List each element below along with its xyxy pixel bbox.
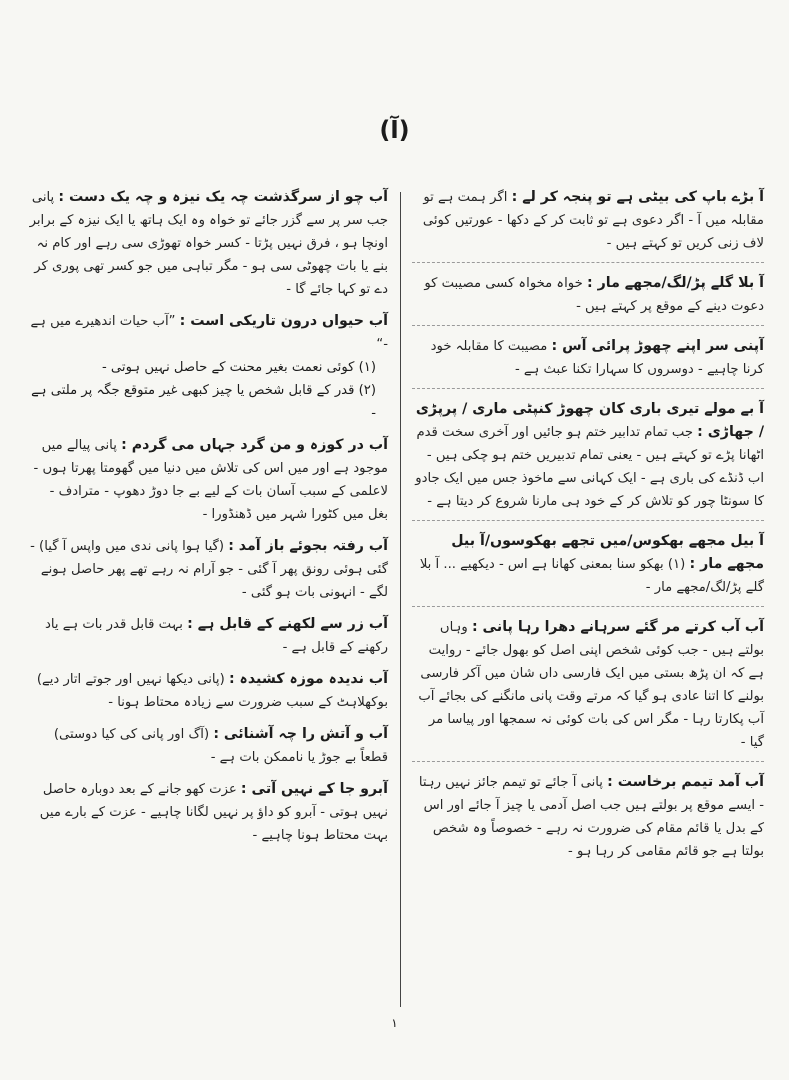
idiom-headword: آب زر سے لکھنے کے قابل ہے :	[187, 616, 388, 632]
idiom-headword: آب آب کرتے مر گئے سرہانے دھرا رہا پانی :	[471, 619, 764, 635]
idiom-entry	[412, 335, 764, 389]
idiom-meaning: خواہ مخواہ کسی مصیبت کو دعوت دینے کے موقع پر کہتے ہیں -	[424, 276, 764, 314]
idiom-entry	[28, 186, 388, 301]
idiom-entry	[412, 530, 764, 607]
idiom-meaning: عزت کھو جانے کے بعد دوبارہ حاصل نہیں ہوتی - آبرو کو داؤ پر نہیں لگانا چاہیے - عزت کے بارے میں بہت محتاط ہونا چاہیے -	[39, 782, 388, 843]
idiom-entry	[28, 723, 388, 769]
idiom-entry	[28, 434, 388, 526]
idiom-entry	[412, 398, 764, 521]
idiom-entry	[28, 535, 388, 604]
idiom-headword: آب در کوزہ و من گرد جہاں می گردم :	[121, 437, 388, 453]
idiom-meaning: (آگ اور پانی کی کیا دوستی) قطعاً بے جوڑ یا ناممکن بات ہے -	[53, 727, 388, 765]
idiom-headword: آ بے مولے تیری باری کان چھوڑ کنپٹی ماری / پرپڑی / جھاڑی :	[415, 401, 764, 440]
idiom-entry	[28, 310, 388, 425]
idiom-meaning: (گیا ہوا پانی ندی میں واپس آ گیا) - گئی ہوئی رونق پھر آ گئی - جو آرام نہ رہے تھے پھر حاصل ہونے لگے - انہونی بات ہو گئی -	[30, 539, 388, 600]
idiom-headword: آپنی سر اپنے چھوڑ پرائی آس :	[551, 338, 764, 354]
page-number: ۱	[391, 1016, 398, 1030]
idiom-headword: آ بلا گلے پڑ/لگ/مجھے مار :	[586, 275, 764, 291]
idiom-entry	[412, 616, 764, 762]
idiom-sub-meaning: (۲) قدر کے قابل شخص یا چیز کبھی غیر متوقع جگہ پر ملتی ہے -	[31, 383, 376, 421]
section-letter-heading: (آ)	[379, 116, 410, 144]
idiom-meaning: اگر ہمت ہے تو مقابلہ میں آ - اگر دعوی ہے تو ثابت کر کے دکھا - عورتیں کوئی لاف زنی کریں تو کہتے ہیں -	[422, 190, 764, 251]
idiom-headword: آ بیل مجھے بھکوس/میں تجھے بھکوسوں/آ بیل مجھے مار :	[451, 533, 764, 572]
idiom-entry	[412, 272, 764, 326]
idiom-meaning: وہاں بولتے ہیں - جب کوئی شخص اپنی اصل کو بھول جائے - روایت ہے کہ ان پڑھ بستی میں ایک فارسی داں شان میں آکر فارسی بولنے کا اتنا عادی ہو گیا کہ مرتے وقت پانی مانگنے کی بجائے آب آب پکارتا رہا - مگر اس کی بات کوئی نہ سمجھا اور پیاسا مر گیا -	[418, 620, 764, 750]
idiom-entry	[28, 778, 388, 847]
idiom-meaning: ”آب حیات اندھیرے میں ہے -“	[30, 314, 388, 352]
idiom-meaning: (پانی دیکھا نہیں اور جوتے اتار دیے) بوکھلاہٹ کے سبب ضرورت سے زیادہ محتاط ہونا -	[36, 672, 388, 710]
idiom-meaning: بہت قابل قدر بات ہے یاد رکھنے کے قابل ہے -	[44, 617, 388, 655]
idiom-headword: آب آمد تیمم برخاست :	[607, 774, 764, 790]
idiom-headword: آ بڑے باپ کی بیٹی ہے تو پنجہ کر لے :	[511, 189, 764, 205]
idiom-entry	[28, 613, 388, 659]
right-column	[412, 186, 764, 872]
idiom-entry	[412, 186, 764, 263]
idiom-headword: آب ندیدہ موزہ کشیدہ :	[228, 671, 388, 687]
idiom-headword: آب و آتش را چہ آشنائی :	[213, 726, 388, 742]
idiom-entry	[28, 668, 388, 714]
idiom-headword: آب چو از سرگذشت چہ یک نیزہ و چہ یک دست :	[58, 189, 388, 205]
idiom-meaning: پانی پیالے میں موجود ہے اور میں اس کی تلاش میں دنیا میں گھومتا پھرتا ہوں - لاعلمی کے سبب آسان بات کے لیے بے جا دوڑ دھوپ - مترادف - بغل میں کٹورا شہر میں ڈھنڈورا -	[33, 438, 388, 522]
column-divider	[400, 192, 401, 1007]
idiom-meaning: جب تمام تدابیر ختم ہو جائیں اور آخری سخت قدم اٹھانا پڑے تو کہتے ہیں - یعنی تمام تدبیریں ختم ہو چکی ہیں - اب ڈنڈے کی باری ہے - ایک کہانی سے ماخوذ جس میں ایک جادو کا سونٹا چور کو تلاش کر کے خود ہی مارنا شروع کر دیتا ہے -	[415, 425, 764, 509]
idiom-entry	[412, 771, 764, 863]
idiom-headword: آب رفتہ بجوئے باز آمد :	[228, 538, 388, 554]
idiom-meaning: پانی آ جائے تو تیمم جائز نہیں رہتا - ایسے موقع پر بولتے ہیں جب اصل آدمی یا چیز آ جائے اور اس کے بدل یا قائم مقام کی ضرورت نہ رہے - خصوصاً وہ شخص بولتا ہے جو قائم مقامی کر رہا ہو -	[418, 775, 764, 859]
idiom-headword: آب حیواں درون تاریکی است :	[179, 313, 388, 329]
idiom-meaning: (۱) بھکو سنا بمعنی کھانا ہے اس - دیکھیے ... آ بلا گلے پڑ/لگ/مجھے مار -	[419, 557, 764, 595]
idiom-sub-meaning: (۱) کوئی نعمت بغیر محنت کے حاصل نہیں ہوتی -	[101, 360, 376, 375]
left-column	[28, 186, 388, 856]
idiom-meaning: مصیبت کا مقابلہ خود کرنا چاہیے - دوسروں کا سہارا تکنا عبث ہے -	[430, 339, 764, 377]
idiom-meaning: پانی جب سر پر سے گزر جائے تو خواہ وہ ایک ہاتھ یا ایک نیزہ کے برابر اونچا ہو ، فرق نہیں پڑتا - کسر خواہ تھوڑی سی رہے اور کام نہ بنے یا بات چھوٹی سی ہو - مگر تباہی میں جو کسر تھی پوری کر دے تو کہا جائے گا -	[29, 190, 388, 297]
idiom-headword: آبرو جا کے نہیں آتی :	[240, 781, 388, 797]
